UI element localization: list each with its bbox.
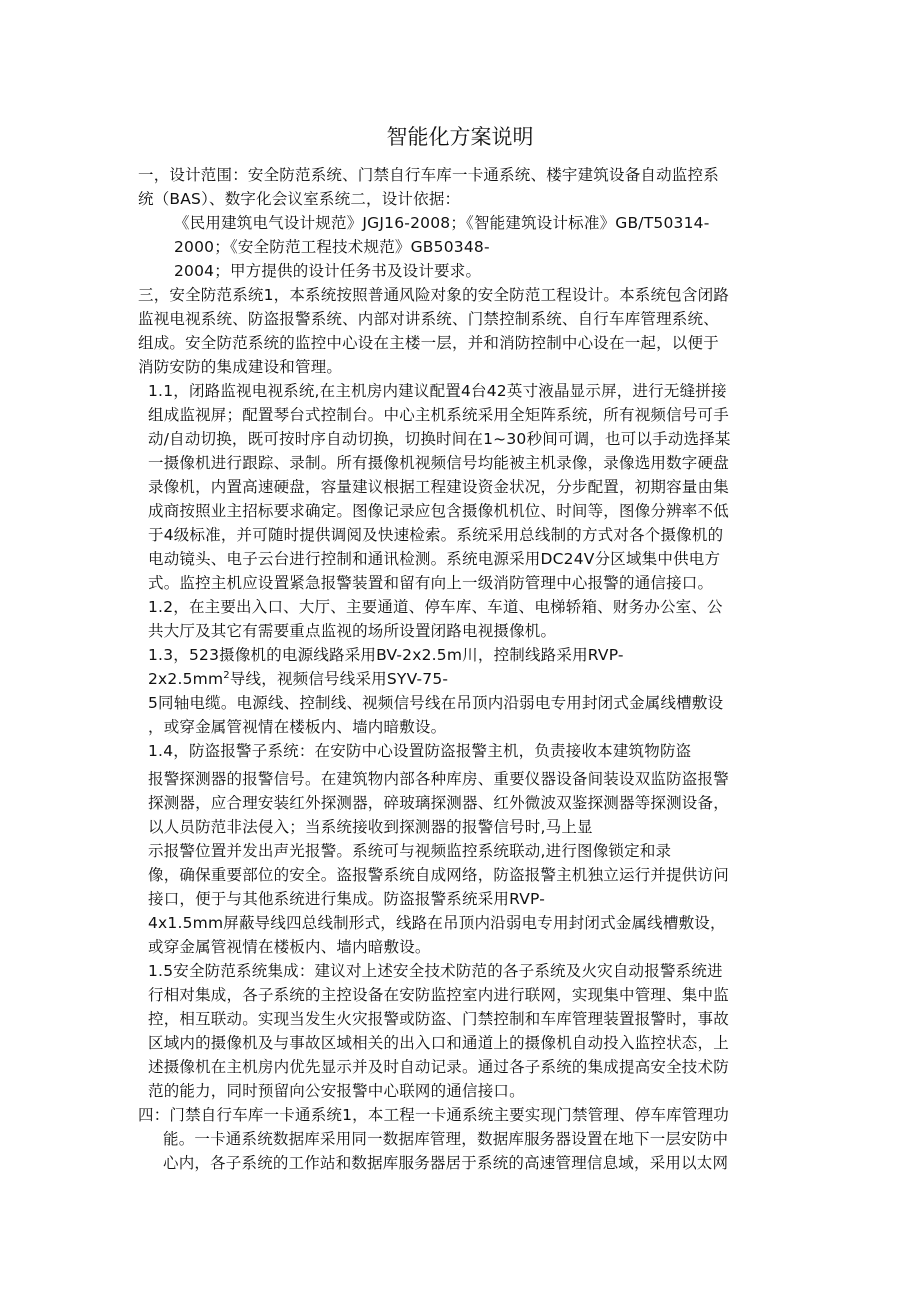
text-line: 4x1.5mm屏蔽导线四总线制形式，线路在吊顶内沿弱电专用封闭式金属线槽敷设， xyxy=(148,914,726,932)
text-line: 区域内的摄像机及与事故区域相关的出入口和通道上的摄像机自动投入监控状态，上 xyxy=(148,1034,729,1052)
text-line: 录像机，内置高速硬盘，容量建议根据工程建设资金状况，分步配置，初期容量由集 xyxy=(148,478,729,496)
text-line: 2000；《安全防范工程技术规范》GB50348- xyxy=(174,238,490,256)
text-run: 导线，视频信号线采用SYV-75- xyxy=(229,670,449,688)
text-line: 以人员防范非法侵入；当系统接收到探测器的报警信号时,马上显 xyxy=(148,818,593,836)
text-line: 1.3，523摄像机的电源线路采用BV-2x2.5m川，控制线路采用RVP- xyxy=(148,646,624,664)
text-line: 一摄像机进行跟踪、录制。所有摄像机视频信号均能被主机录像，录像选用数字硬盘 xyxy=(148,454,729,472)
superscript: 2 xyxy=(223,670,230,681)
text-line: 接口，便于与其他系统进行集成。防盗报警系统采用RVP- xyxy=(148,890,546,908)
text-line: 成商按照业主招标要求确定。图像记录应包含摄像机机位、时间等，图像分辨率不低 xyxy=(148,502,729,520)
text-line: 5同轴电缆。电源线、控制线、视频信号线在吊顶内沿弱电专用封闭式金属线槽敷设 xyxy=(148,694,724,712)
text-line: 探测器，应合理安装红外探测器，碎玻璃探测器、红外微波双鉴探测器等探测设备， xyxy=(148,794,729,812)
text-line: 共大厅及其它有需要重点监视的场所设置闭路电视摄像机。 xyxy=(148,622,557,640)
text-line: 像，确保重要部位的安全。盗报警系统自成网络，防盗报警主机独立运行并提供访问 xyxy=(148,866,729,884)
text-run: 2x2.5mm xyxy=(148,670,224,688)
text-line: 三，安全防范系统1，本系统按照普通风险对象的安全防范工程设计。本系统包含闭路 xyxy=(138,286,729,304)
text-line: 式。监控主机应设置紧急报警装置和留有向上一级消防管理中心报警的通信接口。 xyxy=(148,574,714,592)
text-line: 组成。安全防范系统的监控中心设在主楼一层，并和消防控制中心设在一起，以便于 xyxy=(138,334,719,352)
text-line: 行相对集成，各子系统的主控设备在安防监控室内进行联网，实现集中管理、集中监 xyxy=(148,986,729,1004)
text-line: 一，设计范围：安全防范系统、门禁自行车库一卡通系统、楼宇建筑设备自动监控系 xyxy=(138,166,719,184)
text-line: 四：门禁自行车库一卡通系统1，本工程一卡通系统主要实现门禁管理、停车库管理功 xyxy=(138,1106,729,1124)
text-line: ，或穿金属管视情在楼板内、墙内暗敷设。 xyxy=(148,718,447,736)
page-title: 智能化方案说明 xyxy=(386,125,534,149)
text-line: 电动镜头、电子云台进行控制和通讯检测。系统电源采用DC24V分区域集中供电方 xyxy=(148,550,721,568)
text-line: 消防安防的集成建设和管理。 xyxy=(138,358,343,376)
text-line: 或穿金属管视情在楼板内、墙内暗敷设。 xyxy=(148,938,431,956)
text-line: 1.4，防盗报警子系统：在安防中心设置防盗报警主机，负责接收本建筑物防盗 xyxy=(148,742,692,760)
text-line: 范的能力，同时预留向公安报警中心联网的通信接口。 xyxy=(148,1082,525,1100)
text-line: 述摄像机在主机房内优先显示并及时自动记录。通过各子系统的集成提高安全技术防 xyxy=(148,1058,729,1076)
text-line: 组成监视屏；配置琴台式控制台。中心主机系统采用全矩阵系统，所有视频信号可手 xyxy=(148,406,729,424)
text-line: 1.1，闭路监视电视系统,在主机房内建议配置4台42英寸液晶显示屏，进行无缝拼接 xyxy=(148,382,727,400)
text-line: 心内，各子系统的工作站和数据库服务器居于系统的高速管理信息域，采用以太网 xyxy=(163,1154,729,1172)
text-line: 《民用建筑电气设计规范》JGJ16-2008；《智能建筑设计标准》GB/T50314- xyxy=(174,214,710,232)
text-line: 1.5安全防范系统集成：建议对上述安全技术防范的各子系统及火灾自动报警系统进 xyxy=(148,962,723,980)
text-line: 统（BAS）、数字化会议室系统二，设计依据： xyxy=(138,190,461,208)
text-line: 监视电视系统、防盗报警系统、内部对讲系统、门禁控制系统、自行车库管理系统、 xyxy=(138,310,719,328)
text-line: 于4级标准，并可随时提供调阅及快速检索。系统采用总线制的方式对各个摄像机的 xyxy=(148,526,724,544)
text-line: 能。一卡通系统数据库采用同一数据库管理，数据库服务器设置在地下一层安防中 xyxy=(163,1130,729,1148)
text-line: 控，相互联动。实现当发生火灾报警或防盗、门禁控制和车库管理装置报警时，事故 xyxy=(148,1010,729,1028)
text-line xyxy=(148,667,448,691)
text-line: 2004；甲方提供的设计任务书及设计要求。 xyxy=(174,262,482,280)
text-line: 1.2，在主要出入口、大厅、主要通道、停车库、车道、电梯轿箱、财务办公室、公 xyxy=(148,598,723,616)
text-line: 报警探测器的报警信号。在建筑物内部各种库房、重要仪器设备间装设双监防盗报警 xyxy=(148,770,729,788)
text-line: 动/自动切换，既可按时序自动切换，切换时间在1~30秒间可调，也可以手动选择某 xyxy=(148,430,731,448)
text-line: 示报警位置并发出声光报警。系统可与视频监控系统联动,进行图像锁定和录 xyxy=(148,842,672,860)
